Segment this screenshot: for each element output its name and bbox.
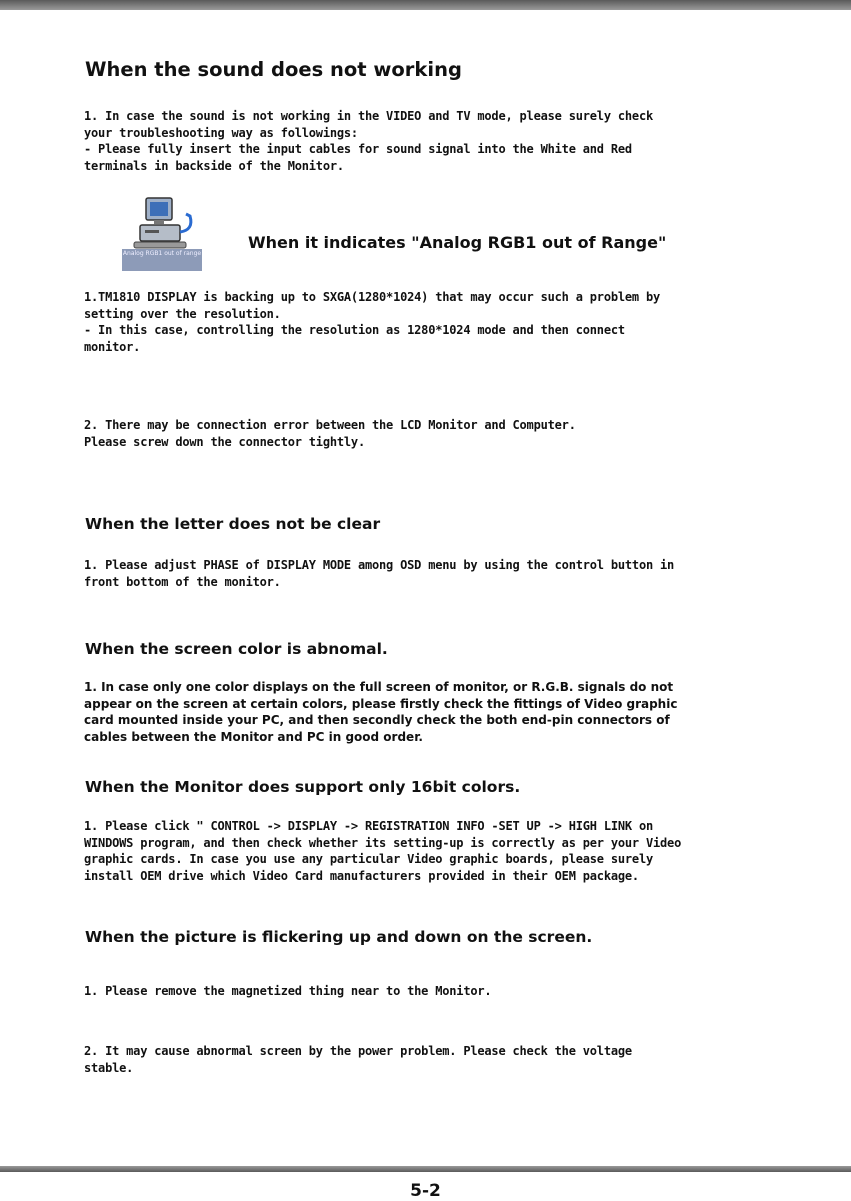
icon-caption: Analog RGB1 out of range [122, 249, 202, 271]
monitor-computer-icon [120, 194, 205, 276]
letter-paragraph-1: 1. Please adjust PHASE of DISPLAY MODE among OSD menu by using the control button in front bottom of the monitor. [84, 558, 675, 589]
flicker-paragraph-1: 1. Please remove the magnetized thing near to the Monitor. [84, 984, 492, 998]
sound-heading: When the sound does not working [85, 58, 462, 81]
analog-paragraph-2: 2. There may be connection error between the LCD Monitor and Computer. Please screw down the connector tightly. [84, 418, 576, 449]
bit16-paragraph-1: 1. Please click " CONTROL -> DISPLAY -> REGISTRATION INFO -SET UP -> HIGH LINK on WINDOWS program, and then check whether its setting-up is correctly as per your Video graphic cards. In case you use any particular Video graphic boards, please surely install OEM drive which Video Card manufacturers provided in their OEM package. [84, 819, 682, 883]
page-number: 5-2 [410, 1181, 441, 1201]
color-paragraph-1: 1. In case only one color displays on the full screen of monitor, or R.G.B. signals do not appear on the screen at certain colors, please firstly check the fittings of Video graphic card mounted inside your PC, and then secondly check the both end-pin connectors of cables between the Monitor and PC in good order. [84, 680, 678, 744]
flicker-paragraph-2: 2. It may cause abnormal screen by the power problem. Please check the voltage stable. [84, 1044, 632, 1075]
bottom-border [0, 1166, 851, 1172]
flicker-heading: When the picture is flickering up and down on the screen. [85, 928, 593, 946]
bit16-heading: When the Monitor does support only 16bit colors. [85, 778, 521, 796]
analog-paragraph-1: 1.TM1810 DISPLAY is backing up to SXGA(1280*1024) that may occur such a problem by setting over the resolution. - In this case, controlling the resolution as 1280*1024 mode and then connect monitor. [84, 290, 661, 354]
letter-heading: When the letter does not be clear [85, 515, 381, 533]
analog-range-heading: When it indicates "Analog RGB1 out of Range" [248, 233, 667, 252]
top-border [0, 0, 851, 10]
color-heading: When the screen color is abnomal. [85, 640, 388, 658]
sound-paragraph-1: 1. In case the sound is not working in the VIDEO and TV mode, please surely check your troubleshooting way as followings: - Please fully insert the input cables for sound signal into the White and Red terminals in backside of the Monitor. [84, 109, 653, 173]
